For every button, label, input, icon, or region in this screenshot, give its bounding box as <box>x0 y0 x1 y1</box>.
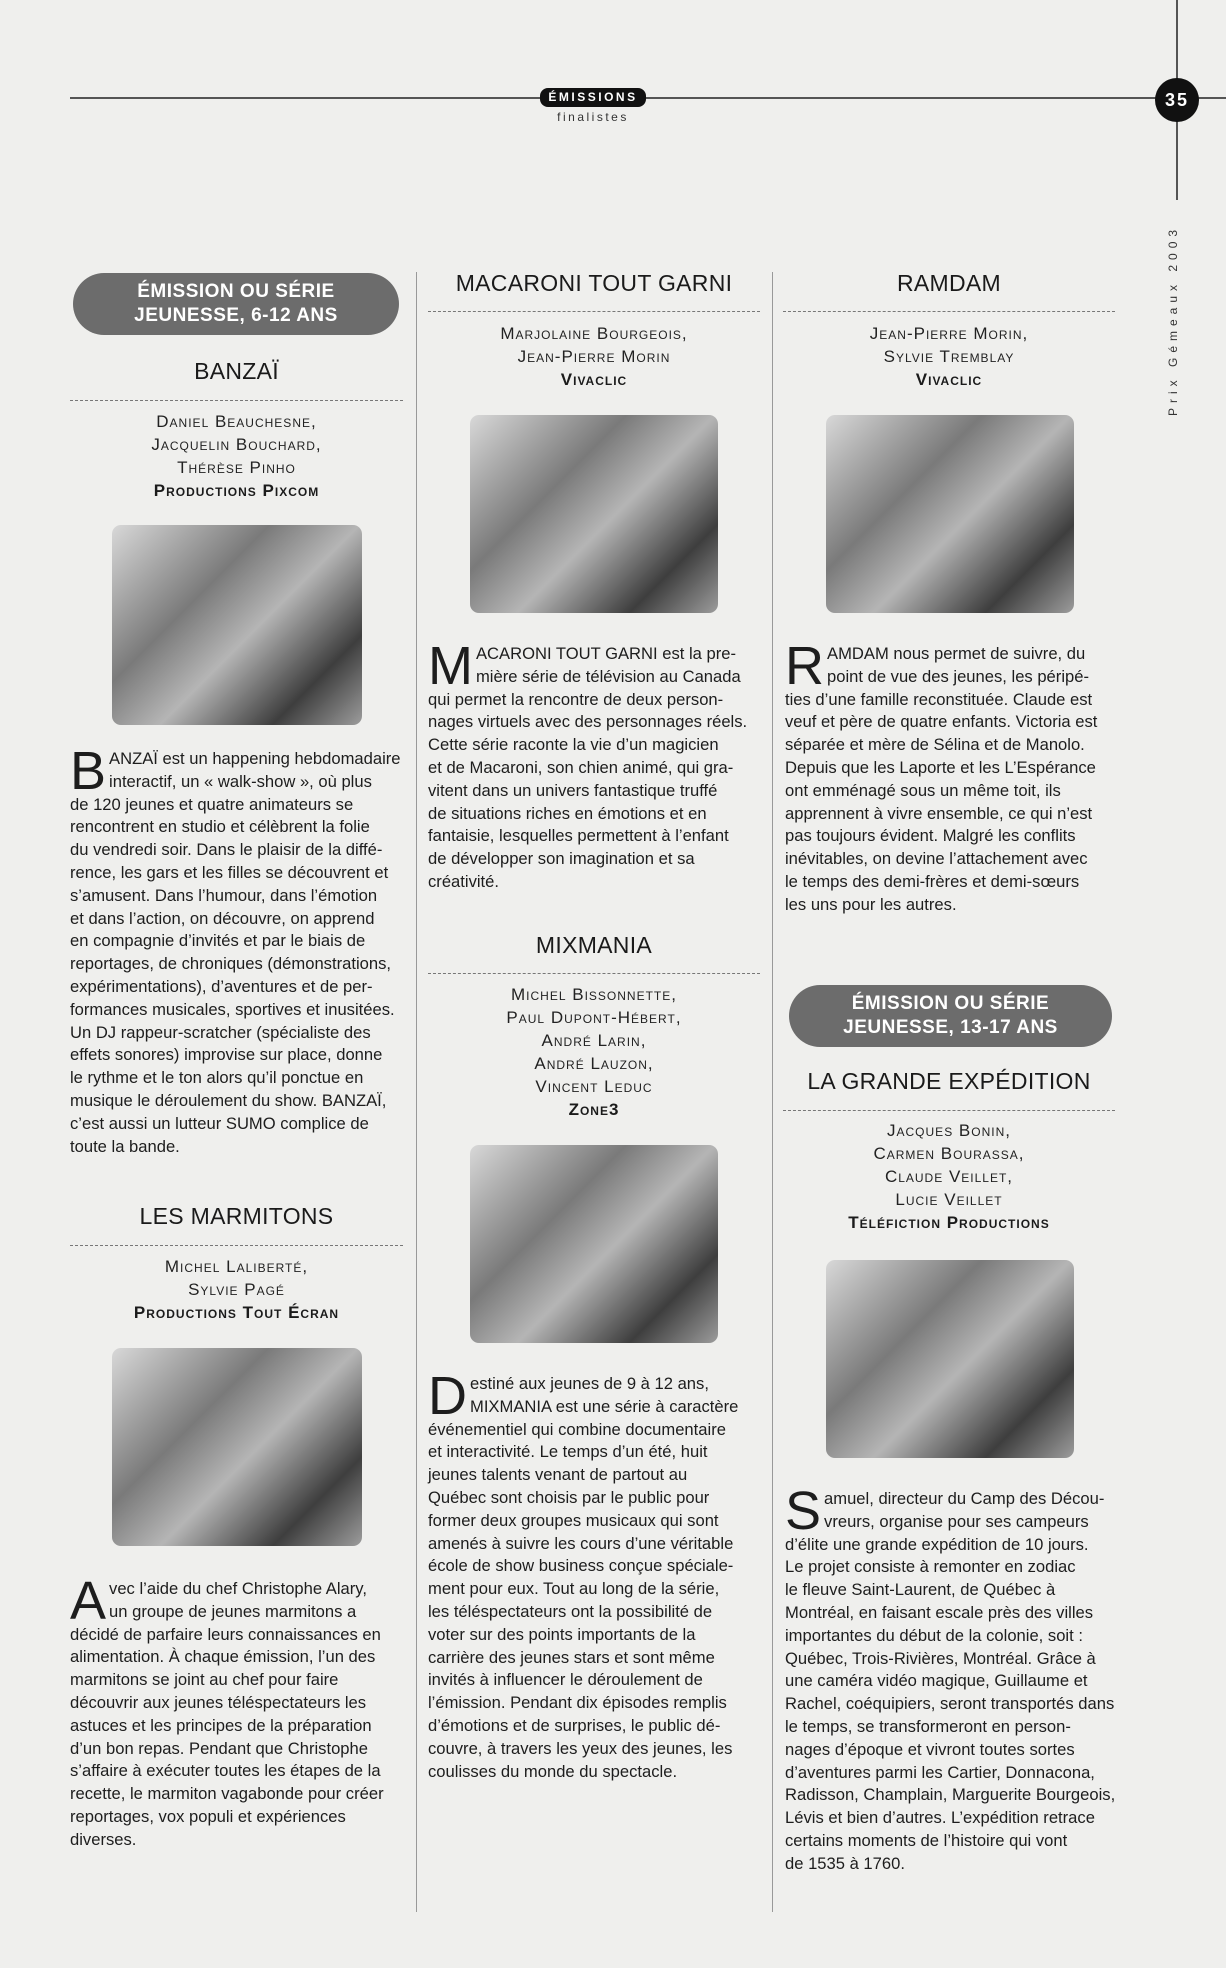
credits-macaroni: Marjolaine Bourgeois, Jean-Pierre Morin <box>500 324 688 366</box>
column-divider <box>416 272 417 1912</box>
show-title-marmitons: LES MARMITONS <box>139 1203 334 1229</box>
credits-banzai: Daniel Beauchesne, Jacquelin Bouchard, Thérèse Pinho <box>151 412 322 477</box>
marmitons-photo <box>112 1348 362 1546</box>
description-expedition: Samuel, directeur du Camp des Décou- vreurs, organise pour ses campeurs d’élite une grande expédition de 10 jours. Le projet consiste à remonter en zodiac le fleuve Saint-Laurent, de Québec à Montréal, en faisant escale près des villes importantes du début de la colonie, soit : Québec, Trois-Rivières, Montréal. Grâce à une caméra vidéo magique, Guillaume et Rachel, coéquipiers, seront transportés dans le temps, se transformeront en person- nages d’époque et vivront toutes sortes d’aventures parmi les Cartier, Donnacona, Radisson, Champlain, Marguerite Bourgeois, Lévis et bien d’autres. L’expédition retrace certains moments de l’histoire qui vont de 1535 à 1760. <box>785 1481 1116 1873</box>
drop-cap: M <box>428 636 473 696</box>
divider <box>783 311 1115 312</box>
divider <box>428 311 760 312</box>
banzai-photo <box>112 525 362 725</box>
expedition-photo <box>826 1260 1074 1458</box>
show-title-mixmania: MIXMANIA <box>535 932 653 958</box>
divider <box>70 1245 403 1246</box>
description-marmitons: Avec l’aide du chef Christophe Alary, un groupe de jeunes marmitons a décidé de parfaire leurs connaissances en alimentation. À chaque émission, l’un des marmitons se joint au chef pour faire découvrir aux jeunes téléspectateurs les astuces et les principes de la préparation d’un bon repas. Pendant que Christophe s’affaire à exécuter toutes les étapes de la recette, le marmiton vagabonde pour créer reportages, vox populi et expériences diverses. <box>70 1571 384 1849</box>
description-ramdam: RAMDAM nous permet de suivre, du point de vue des jeunes, les péripé- ties d’une famille reconstituée. Claude est veuf et père de quatre enfants. Victoria est séparée et mère de Sélina et de Manolo. Depuis que les Laporte et les L’Espérance ont emménagé sous un même toit, ils apprennent à vivre ensemble, ce qui n’est pas toujours évident. Malgré les conflits inévitables, on devine l’attachement avec le temps des demi-frères et demi-sœurs les uns pour les autres. <box>785 636 1098 914</box>
credits-marmitons: Michel Laliberté, Sylvie Pagé <box>164 1257 309 1299</box>
divider <box>70 400 403 401</box>
credits-ramdam: Jean-Pierre Morin, Sylvie Tremblay <box>869 324 1029 366</box>
show-title-ramdam: RAMDAM <box>896 270 1002 296</box>
show-title-banzai: BANZAÏ <box>194 358 279 384</box>
subsection-label: finalistes <box>557 110 629 124</box>
company-expedition: Téléfiction Productions <box>848 1213 1050 1232</box>
description-mixmania: Destiné aux jeunes de 9 à 12 ans, MIXMANIA est une série à caractère événementiel qui combine documentaire et interactivité. Le temps d’un été, huit jeunes talents venant de partout au Québec sont choisis par le public pour former deux groupes musicaux qui sont amenés à suivre les cours d’une véritable école de show business conçue spéciale- ment pour eux. Tout au long de la série, les téléspectateurs ont la possibilité de voter sur des points importants de la carrière des jeunes stars et sont même invités à influencer le déroulement de l’émission. Pendant dix épisodes remplis d’émotions et de surprises, le public dé- couvre, à travers les yeux des jeunes, les coulisses du monde du spectacle. <box>428 1366 739 1781</box>
section-label: ÉMISSIONS <box>540 88 646 107</box>
company-macaroni: Vivaclic <box>560 370 628 389</box>
side-running-title: Prix Gémeaux 2003 <box>1166 224 1180 416</box>
show-title-macaroni: MACARONI TOUT GARNI <box>455 270 733 296</box>
description-macaroni: MACARONI TOUT GARNI est la pre- mière série de télévision au Canada qui permet la rencontre de deux person- nages virtuels avec des personnages réels. Cette série raconte la vie d’un magicien et de Macaroni, son chien animé, qui gra- vitent dans un univers fantastique truffé de situations riches en émotions et en fantaisie, lesquelles permettent à l’enfant de développer son imagination et sa créativité. <box>428 636 748 891</box>
company-banzai: Productions Pixcom <box>153 481 320 500</box>
company-marmitons: Productions Tout Écran <box>133 1303 340 1322</box>
category-6-12: ÉMISSION OU SÉRIE JEUNESSE, 6-12 ANS <box>73 273 399 335</box>
company-ramdam: Vivaclic <box>915 370 983 389</box>
ramdam-photo <box>826 415 1074 613</box>
description-banzai: BANZAÏ est un happening hebdomadaire interactif, un « walk-show », où plus de 120 jeunes et quatre animateurs se rencontrent en studio et célèbrent la folie du vendredi soir. Dans le plaisir de la diffé- rence, les gars et les filles se découvrent et s’amusent. Dans l’humour, dans l’émotion et dans l’action, on découvre, on apprend en compagnie d’invités et par le biais de reportages, de chroniques (démonstrations, expérimentations), d’aventures et de per- formances musicales, sportives et inusitées. Un DJ rappeur-scratcher (spécialiste des effets sonores) improvise sur place, donne le rythme et le ton alors qu’il ponctue en musique le déroulement du show. BANZAÏ, c’est aussi un lutteur SUMO complice de toute la bande. <box>70 741 401 1156</box>
drop-cap: A <box>70 1571 107 1631</box>
drop-cap: S <box>785 1481 822 1541</box>
macaroni-photo <box>470 415 718 613</box>
drop-cap: R <box>785 636 824 696</box>
show-title-expedition: LA GRANDE EXPÉDITION <box>807 1068 1091 1094</box>
mixmania-photo <box>470 1145 718 1343</box>
credits-mixmania: Michel Bissonnette, Paul Dupont-Hébert, André Larin, André Lauzon, Vincent Leduc <box>506 985 682 1096</box>
drop-cap: B <box>70 741 107 801</box>
category-13-17: ÉMISSION OU SÉRIE JEUNESSE, 13-17 ANS <box>789 985 1112 1047</box>
divider <box>428 973 760 974</box>
credits-expedition: Jacques Bonin, Carmen Bourassa, Claude Veillet, Lucie Veillet <box>873 1121 1025 1209</box>
header-rule <box>70 97 1226 99</box>
column-divider <box>772 272 773 1912</box>
drop-cap: D <box>428 1366 467 1426</box>
divider <box>783 1110 1115 1111</box>
company-mixmania: Zone3 <box>568 1100 620 1119</box>
page-number: 35 <box>1155 78 1199 122</box>
